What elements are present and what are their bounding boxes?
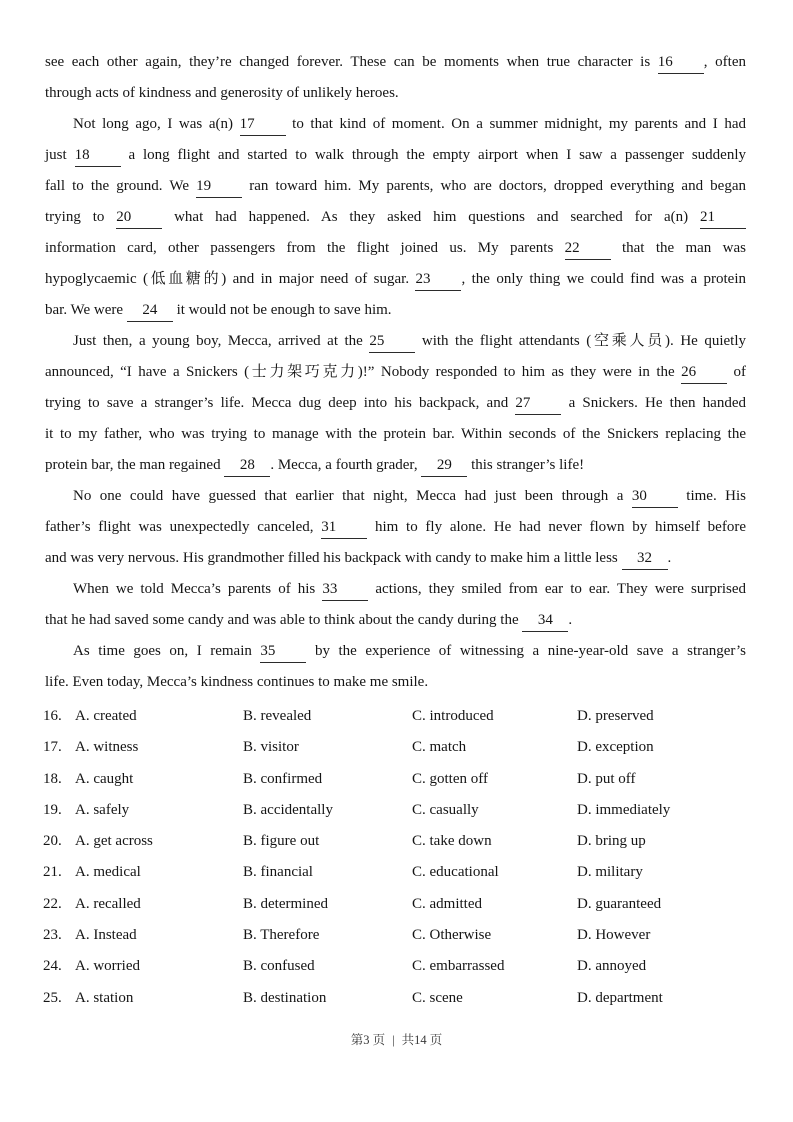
option-c: C. embarrassed [412, 958, 505, 975]
question-number: 20. [43, 833, 62, 850]
option-d: D. guaranteed [577, 895, 662, 912]
blank-23: 23 [415, 269, 461, 291]
blank-35: 35 [260, 641, 306, 663]
option-d: D. put off [577, 770, 636, 787]
option-a: A. medical [75, 864, 141, 881]
passage-line: it to my father, who was trying to manage with the protein bar. Within seconds of the Snickers replacing the [45, 426, 746, 442]
option-a: A. station [75, 989, 134, 1006]
option-c: C. match [412, 739, 467, 756]
blank-25: 25 [369, 331, 415, 353]
option-a: A. get across [75, 833, 153, 850]
question-number: 23. [43, 927, 62, 944]
option-a: A. created [75, 708, 137, 724]
blank-33: 33 [322, 579, 368, 601]
blank-24: 24 [127, 300, 173, 322]
passage-line: fall to the ground. We 19 ran toward him. My parents, who are doctors, dropped everything and began [45, 171, 746, 202]
footer-page-number: 第3 页 [350, 1033, 386, 1047]
footer-separator: | [392, 1033, 395, 1047]
blank-19: 19 [196, 176, 242, 198]
question-row [43, 701, 775, 732]
option-d: D. military [577, 864, 643, 881]
option-a: A. worried [75, 958, 140, 975]
blank-27: 27 [515, 393, 561, 415]
option-a: A. caught [75, 770, 134, 787]
passage-line: Just then, a young boy, Mecca, arrived at the 25 with the flight attendants (空乘人员). He quietly [45, 326, 746, 357]
blank-17: 17 [240, 114, 286, 136]
option-b: B. confirmed [243, 770, 323, 787]
question-row [43, 951, 775, 982]
question-number: 17. [43, 739, 62, 756]
option-c: C. take down [412, 833, 492, 850]
question-row [43, 732, 775, 763]
blank-28: 28 [224, 455, 270, 477]
question-row [43, 764, 775, 795]
option-b: B. confused [243, 958, 315, 975]
option-d: D. annoyed [577, 958, 647, 975]
option-c: C. gotten off [412, 770, 488, 787]
blank-20: 20 [116, 207, 162, 229]
option-a: A. witness [75, 739, 139, 756]
options-list [43, 701, 775, 1014]
passage-line: announced, “I have a Snickers (士力架巧克力)!” Nobody responded to him as they were in the 26 of [45, 357, 746, 388]
passage-line: and was very nervous. His grandmother filled his backpack with candy to make him a little less 32 . [45, 543, 746, 574]
passage-line: information card, other passengers from the flight joined us. My parents 22 that the man was [45, 233, 746, 264]
passage-line: protein bar, the man regained 28 . Mecca, a fourth grader, 29 this stranger’s life! [45, 450, 746, 481]
passage-line: Not long ago, I was a(n) 17 to that kind of moment. On a summer midnight, my parents and I had [45, 109, 746, 140]
blank-26: 26 [681, 362, 727, 384]
question-number: 21. [43, 864, 62, 881]
option-d: D. preserved [577, 708, 654, 724]
option-b: B. figure out [243, 833, 320, 850]
option-d: D. bring up [577, 833, 646, 850]
question-number: 19. [43, 801, 62, 818]
question-row [43, 826, 775, 857]
question-row [43, 889, 775, 920]
passage-line: bar. We were 24 it would not be enough to save him. [45, 295, 746, 326]
option-b: B. revealed [243, 708, 312, 724]
option-c: C. introduced [412, 708, 494, 724]
option-b: B. accidentally [243, 801, 333, 818]
passage-line: just 18 a long flight and started to walk through the empty airport when I saw a passenger suddenly [45, 140, 746, 171]
passage-line: No one could have guessed that earlier that night, Mecca had just been through a 30 time. His [45, 481, 746, 512]
option-b: B. Therefore [243, 927, 320, 944]
option-d: D. However [577, 927, 651, 944]
page-footer [0, 1030, 793, 1048]
question-number: 16. [43, 708, 62, 724]
blank-18: 18 [75, 145, 121, 167]
passage-line: life. Even today, Mecca’s kindness continues to make me smile. [45, 674, 429, 690]
question-row [43, 983, 775, 1014]
option-c: C. Otherwise [412, 927, 492, 944]
passage-line: father’s flight was unexpectedly canceled, 31 him to fly alone. He had never flown by himself before [45, 512, 746, 543]
passage [45, 47, 746, 698]
question-number: 24. [43, 958, 62, 975]
question-number: 22. [43, 895, 62, 912]
blank-31: 31 [321, 517, 367, 539]
option-c: C. casually [412, 801, 479, 818]
option-d: D. department [577, 989, 663, 1006]
passage-line: through acts of kindness and generosity of unlikely heroes. [45, 85, 399, 101]
blank-30: 30 [632, 486, 678, 508]
passage-line: As time goes on, I remain 35 by the experience of witnessing a nine-year-old save a stranger’s [45, 636, 746, 667]
option-c: C. educational [412, 864, 499, 881]
blank-16: 16 [658, 52, 704, 74]
passage-line: see each other again, they’re changed forever. These can be moments when true character is 16 , often [45, 47, 746, 78]
option-b: B. visitor [243, 739, 299, 756]
option-a: A. safely [75, 801, 130, 818]
question-row [43, 857, 775, 888]
passage-line: trying to 20 what had happened. As they asked him questions and searched for a(n) 21 [45, 202, 746, 233]
blank-21: 21 [700, 207, 746, 229]
question-row [43, 795, 775, 826]
option-a: A. recalled [75, 895, 141, 912]
footer-total-pages: 共14 页 [401, 1033, 443, 1047]
blank-29: 29 [421, 455, 467, 477]
option-b: B. destination [243, 989, 327, 1006]
question-number: 25. [43, 989, 62, 1006]
option-d: D. exception [577, 739, 654, 756]
option-d: D. immediately [577, 801, 671, 818]
question-row [43, 920, 775, 951]
option-b: B. financial [243, 864, 313, 881]
passage-line: hypoglycaemic (低血糖的) and in major need of sugar. 23 , the only thing we could find was a protein [45, 264, 746, 295]
passage-line: that he had saved some candy and was able to think about the candy during the 34 . [45, 605, 746, 636]
question-number: 18. [43, 770, 62, 787]
option-b: B. determined [243, 895, 328, 912]
passage-line: When we told Mecca’s parents of his 33 actions, they smiled from ear to ear. They were surprised [45, 574, 746, 605]
option-c: C. admitted [412, 895, 482, 912]
blank-22: 22 [565, 238, 611, 260]
option-a: A. Instead [75, 927, 137, 944]
option-c: C. scene [412, 989, 463, 1006]
passage-line: trying to save a stranger’s life. Mecca dug deep into his backpack, and 27 a Snickers. He then handed [45, 388, 746, 419]
blank-34: 34 [522, 610, 568, 632]
blank-32: 32 [622, 548, 668, 570]
